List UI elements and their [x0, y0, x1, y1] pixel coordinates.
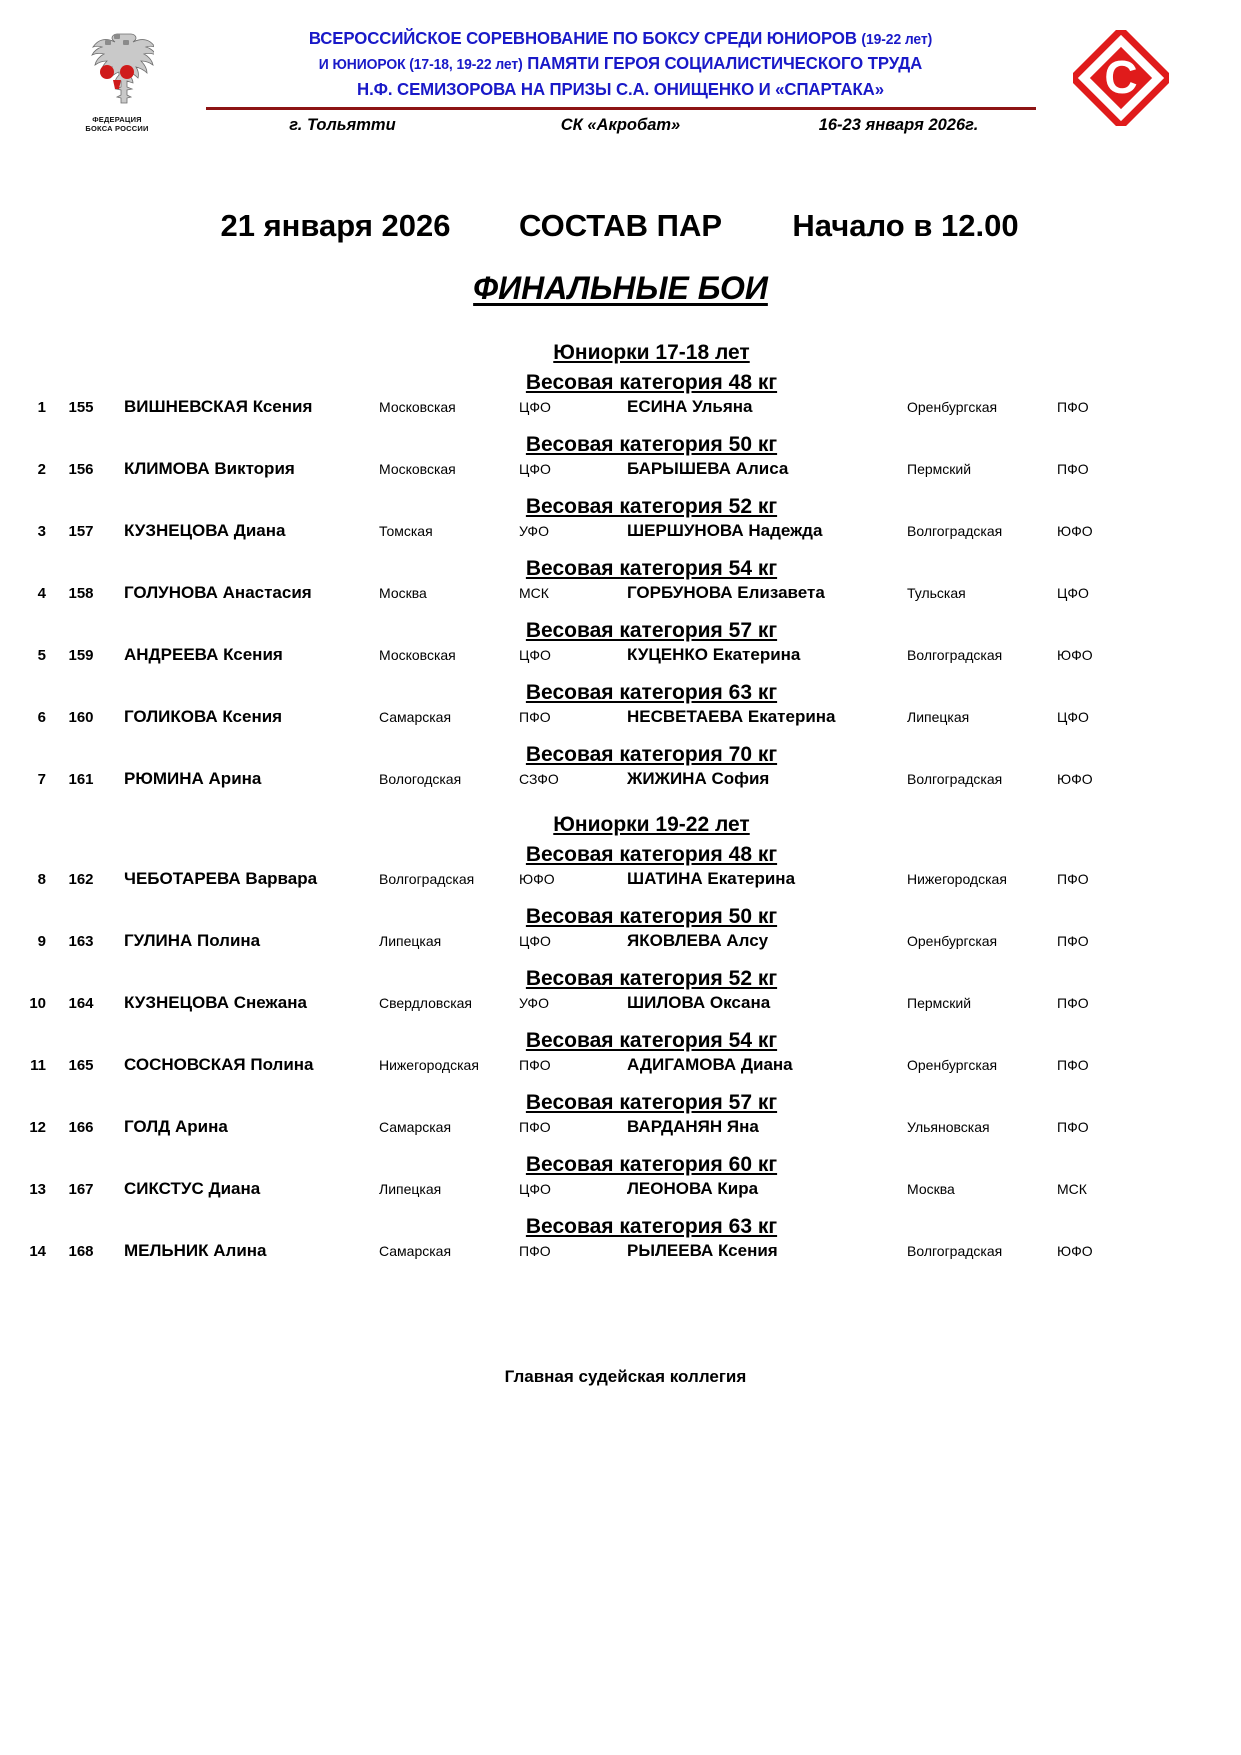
red-corner-district: ЦФО — [519, 933, 551, 949]
weight-category-heading — [0, 967, 1241, 991]
red-corner-region: Московская — [379, 399, 456, 415]
blue-corner-region: Волгоградская — [907, 523, 1003, 539]
bout-row — [0, 521, 1241, 551]
blue-corner-boxer: ГОРБУНОВА Елизавета — [627, 583, 825, 602]
red-corner-district: УФО — [519, 995, 549, 1011]
bout-bib-number: 155 — [68, 399, 94, 416]
red-corner-district: УФО — [519, 523, 549, 539]
blue-corner-boxer: БАРЫШЕВА Алиса — [627, 459, 789, 478]
weight-category-label: Весовая категория 54 кг — [525, 1029, 778, 1052]
red-corner-region: Нижегородская — [379, 1057, 479, 1073]
bout-bib-number: 168 — [68, 1243, 94, 1260]
bout-bib-number: 157 — [68, 523, 94, 540]
spartak-letter: C — [1104, 51, 1138, 103]
emblem-caption — [72, 115, 162, 134]
blue-corner-boxer: ВАРДАНЯН Яна — [627, 1117, 759, 1136]
blue-corner-district: ПФО — [1057, 995, 1089, 1011]
bout-row — [0, 459, 1241, 489]
red-corner-district: ЮФО — [519, 871, 555, 887]
weight-category-label: Весовая категория 52 кг — [525, 967, 778, 990]
blue-corner-district: ПФО — [1057, 871, 1089, 887]
title-line1-small: (19-22 лет) — [861, 32, 933, 48]
blue-corner-boxer: НЕСВЕТАЕВА Екатерина — [627, 707, 836, 726]
weight-category-label: Весовая категория 48 кг — [525, 843, 778, 866]
red-corner-district: ПФО — [519, 709, 551, 725]
weight-category-heading — [0, 371, 1241, 395]
weight-category-label: Весовая категория 57 кг — [525, 1091, 778, 1114]
bout-bib-number: 167 — [68, 1181, 94, 1198]
weight-category-label: Весовая категория 50 кг — [525, 905, 778, 928]
blue-corner-region: Пермский — [907, 995, 972, 1011]
bout-bib-number: 156 — [68, 461, 94, 478]
blue-corner-district: МСК — [1057, 1181, 1087, 1197]
bout-bib-number: 161 — [68, 771, 94, 788]
header-subline — [206, 116, 1036, 135]
weight-category-label: Весовая категория 48 кг — [525, 371, 778, 394]
blue-corner-boxer: ЛЕОНОВА Кира — [627, 1179, 759, 1198]
blue-corner-region: Ульяновская — [907, 1119, 990, 1135]
blue-corner-district: ПФО — [1057, 399, 1089, 415]
header-divider — [206, 107, 1036, 110]
blue-corner-region: Оренбургская — [907, 933, 998, 949]
red-corner-boxer: МЕЛЬНИК Алина — [124, 1241, 267, 1260]
document-title: СОСТАВ ПАР — [518, 208, 723, 243]
bout-row — [0, 583, 1241, 613]
bout-number: 4 — [37, 585, 46, 602]
footer-signature: Главная судейская коллегия — [504, 1367, 747, 1386]
red-corner-district: МСК — [519, 585, 549, 601]
red-corner-boxer: СОСНОВСКАЯ Полина — [124, 1055, 314, 1074]
red-corner-district: СЗФО — [519, 771, 559, 787]
red-corner-district: ПФО — [519, 1057, 551, 1073]
weight-category-label: Весовая категория 57 кг — [525, 619, 778, 642]
bout-row — [0, 645, 1241, 675]
blue-corner-boxer: ЖИЖИНА София — [627, 769, 770, 788]
bout-number: 8 — [37, 871, 46, 888]
blue-corner-district: ПФО — [1057, 461, 1089, 477]
bout-number: 3 — [37, 523, 46, 540]
red-corner-region: Московская — [379, 647, 456, 663]
red-corner-region: Томская — [379, 523, 433, 539]
red-corner-boxer: ВИШНЕВСКАЯ Ксения — [124, 397, 313, 416]
bout-number: 5 — [37, 647, 46, 664]
bout-bib-number: 163 — [68, 933, 94, 950]
blue-corner-boxer: РЫЛЕЕВА Ксения — [627, 1241, 778, 1260]
bout-bib-number: 164 — [68, 995, 94, 1012]
blue-corner-district: ЦФО — [1057, 709, 1089, 725]
red-corner-district: ЦФО — [519, 1181, 551, 1197]
session-start-time: Начало в 12.00 — [792, 208, 1019, 243]
red-corner-district: ЦФО — [519, 461, 551, 477]
bout-row — [0, 1117, 1241, 1147]
bout-number: 14 — [29, 1243, 46, 1260]
red-corner-boxer: ГОЛУНОВА Анастасия — [124, 583, 312, 602]
blue-corner-region: Липецкая — [907, 709, 970, 725]
red-corner-boxer: ГУЛИНА Полина — [124, 931, 261, 950]
age-group-label: Юниорки 19-22 лет — [553, 813, 750, 836]
weight-category-label: Весовая категория 63 кг — [525, 1215, 778, 1238]
age-group-heading — [0, 813, 1241, 837]
weight-category-label: Весовая категория 52 кг — [525, 495, 778, 518]
blue-corner-district: ЮФО — [1057, 647, 1093, 663]
blue-corner-district: ПФО — [1057, 1057, 1089, 1073]
bout-row — [0, 931, 1241, 961]
red-corner-boxer: КЛИМОВА Виктория — [124, 459, 295, 478]
red-corner-boxer: КУЗНЕЦОВА Снежана — [124, 993, 307, 1012]
bout-row — [0, 1055, 1241, 1085]
age-group-label: Юниорки 17-18 лет — [553, 341, 750, 364]
bout-number: 6 — [37, 709, 46, 726]
venue-name: СК «Акробат» — [560, 116, 681, 135]
blue-corner-region: Волгоградская — [907, 771, 1003, 787]
bout-number: 2 — [37, 461, 46, 478]
weight-category-label: Весовая категория 70 кг — [525, 743, 778, 766]
bout-bib-number: 162 — [68, 871, 94, 888]
bout-number: 7 — [37, 771, 46, 788]
bout-bib-number: 160 — [68, 709, 94, 726]
bout-row — [0, 1179, 1241, 1209]
red-corner-region: Самарская — [379, 1243, 452, 1259]
weight-category-heading — [0, 1215, 1241, 1239]
competition-title-line3: Н.Ф. СЕМИЗОРОВА НА ПРИЗЫ С.А. ОНИЩЕНКО И «СПАРТАКА» — [357, 78, 884, 99]
red-corner-boxer: АНДРЕЕВА Ксения — [124, 645, 283, 664]
blue-corner-region: Оренбургская — [907, 1057, 998, 1073]
double-headed-eagle-icon — [72, 28, 162, 114]
blue-corner-district: ЮФО — [1057, 1243, 1093, 1259]
bout-row — [0, 993, 1241, 1023]
blue-corner-boxer: ШЕРШУНОВА Надежда — [627, 521, 823, 540]
weight-category-label: Весовая категория 60 кг — [525, 1153, 778, 1176]
document-header — [0, 0, 1241, 172]
session-date: 21 января 2026 — [220, 208, 451, 243]
bouts-heading: ФИНАЛЬНЫЕ БОИ — [473, 270, 768, 306]
blue-corner-district: ЮФО — [1057, 523, 1093, 539]
weight-category-heading — [0, 843, 1241, 867]
bout-number: 11 — [30, 1057, 46, 1074]
bout-number: 13 — [29, 1181, 46, 1198]
blue-corner-boxer: ЯКОВЛЕВА Алсу — [627, 931, 769, 950]
weight-category-label: Весовая категория 63 кг — [525, 681, 778, 704]
blue-corner-region: Оренбургская — [907, 399, 998, 415]
spartak-logo — [1073, 30, 1169, 126]
blue-corner-region: Тульская — [907, 585, 966, 601]
competition-title-line2 — [217, 51, 1024, 76]
venue-city: г. Тольятти — [289, 116, 396, 135]
blue-corner-boxer: АДИГАМОВА Диана — [627, 1055, 793, 1074]
weight-category-heading — [0, 905, 1241, 929]
blue-corner-boxer: ШИЛОВА Оксана — [627, 993, 771, 1012]
weight-category-heading — [0, 495, 1241, 519]
bout-number: 10 — [29, 995, 46, 1012]
red-corner-district: ЦФО — [519, 399, 551, 415]
bout-row — [0, 769, 1241, 799]
competition-title-line1 — [217, 26, 1024, 51]
red-corner-district: ПФО — [519, 1119, 551, 1135]
bout-bib-number: 165 — [68, 1057, 94, 1074]
weight-category-heading — [0, 1091, 1241, 1115]
red-corner-boxer: ГОЛИКОВА Ксения — [124, 707, 283, 726]
bout-row — [0, 707, 1241, 737]
weight-category-heading — [0, 743, 1241, 767]
title-line2-small: И ЮНИОРОК (17-18, 19-22 лет) — [318, 57, 523, 74]
weight-category-heading — [0, 1029, 1241, 1053]
weight-category-label: Весовая категория 50 кг — [525, 433, 778, 456]
red-corner-region: Липецкая — [379, 933, 442, 949]
bout-row — [0, 1241, 1241, 1271]
red-corner-boxer: СИКСТУС Диана — [124, 1179, 261, 1198]
competition-titles — [200, 26, 1041, 102]
red-corner-boxer: ЧЕБОТАРЕВА Варвара — [124, 869, 318, 888]
blue-corner-district: ЦФО — [1057, 585, 1089, 601]
emblem-caption-line2: БОКСА РОССИИ — [85, 124, 149, 134]
red-corner-district: ПФО — [519, 1243, 551, 1259]
red-corner-region: Самарская — [379, 1119, 452, 1135]
emblem-caption-line1: ФЕДЕРАЦИЯ — [92, 115, 142, 124]
red-corner-region: Волгоградская — [379, 871, 475, 887]
blue-corner-boxer: КУЦЕНКО Екатерина — [627, 645, 801, 664]
blue-corner-district: ЮФО — [1057, 771, 1093, 787]
red-corner-region: Москва — [379, 585, 427, 601]
competition-dates: 16-23 января 2026г. — [818, 116, 979, 135]
bout-row — [0, 397, 1241, 427]
title-line2-main: ПАМЯТИ ГЕРОЯ СОЦИАЛИСТИЧЕСКОГО ТРУДА — [522, 53, 923, 74]
document-footer — [0, 1367, 1241, 1387]
weight-category-label: Весовая категория 54 кг — [525, 557, 778, 580]
red-corner-region: Самарская — [379, 709, 452, 725]
age-group-heading — [0, 341, 1241, 365]
weight-category-heading — [0, 681, 1241, 705]
red-corner-region: Вологодская — [379, 771, 462, 787]
red-corner-district: ЦФО — [519, 647, 551, 663]
bout-number: 1 — [37, 399, 46, 416]
blue-corner-region: Волгоградская — [907, 1243, 1003, 1259]
blue-corner-region: Пермский — [907, 461, 972, 477]
blue-corner-region: Волгоградская — [907, 647, 1003, 663]
title-line1-main: ВСЕРОССИЙСКОЕ СОРЕВНОВАНИЕ ПО БОКСУ СРЕДИ ЮНИОРОВ — [308, 28, 862, 48]
bout-bib-number: 166 — [68, 1119, 94, 1136]
bout-list — [0, 341, 1241, 1271]
blue-corner-district: ПФО — [1057, 1119, 1089, 1135]
red-corner-region: Липецкая — [379, 1181, 442, 1197]
red-corner-region: Свердловская — [379, 995, 473, 1011]
blue-corner-region: Москва — [907, 1181, 955, 1197]
blue-corner-region: Нижегородская — [907, 871, 1007, 887]
blue-corner-boxer: ЕСИНА Ульяна — [627, 397, 753, 416]
weight-category-heading — [0, 619, 1241, 643]
bout-number: 12 — [29, 1119, 46, 1136]
bout-number: 9 — [37, 933, 46, 950]
red-corner-boxer: КУЗНЕЦОВА Диана — [124, 521, 286, 540]
bout-row — [0, 869, 1241, 899]
bout-bib-number: 158 — [68, 585, 94, 602]
blue-corner-boxer: ШАТИНА Екатерина — [627, 869, 796, 888]
red-corner-boxer: РЮМИНА Арина — [124, 769, 262, 788]
bout-bib-number: 159 — [68, 647, 94, 664]
weight-category-heading — [0, 557, 1241, 581]
session-titlebar — [0, 208, 1241, 244]
federation-emblem — [72, 28, 162, 140]
red-corner-region: Московская — [379, 461, 456, 477]
weight-category-heading — [0, 433, 1241, 457]
blue-corner-district: ПФО — [1057, 933, 1089, 949]
red-corner-boxer: ГОЛД Арина — [124, 1117, 228, 1136]
weight-category-heading — [0, 1153, 1241, 1177]
